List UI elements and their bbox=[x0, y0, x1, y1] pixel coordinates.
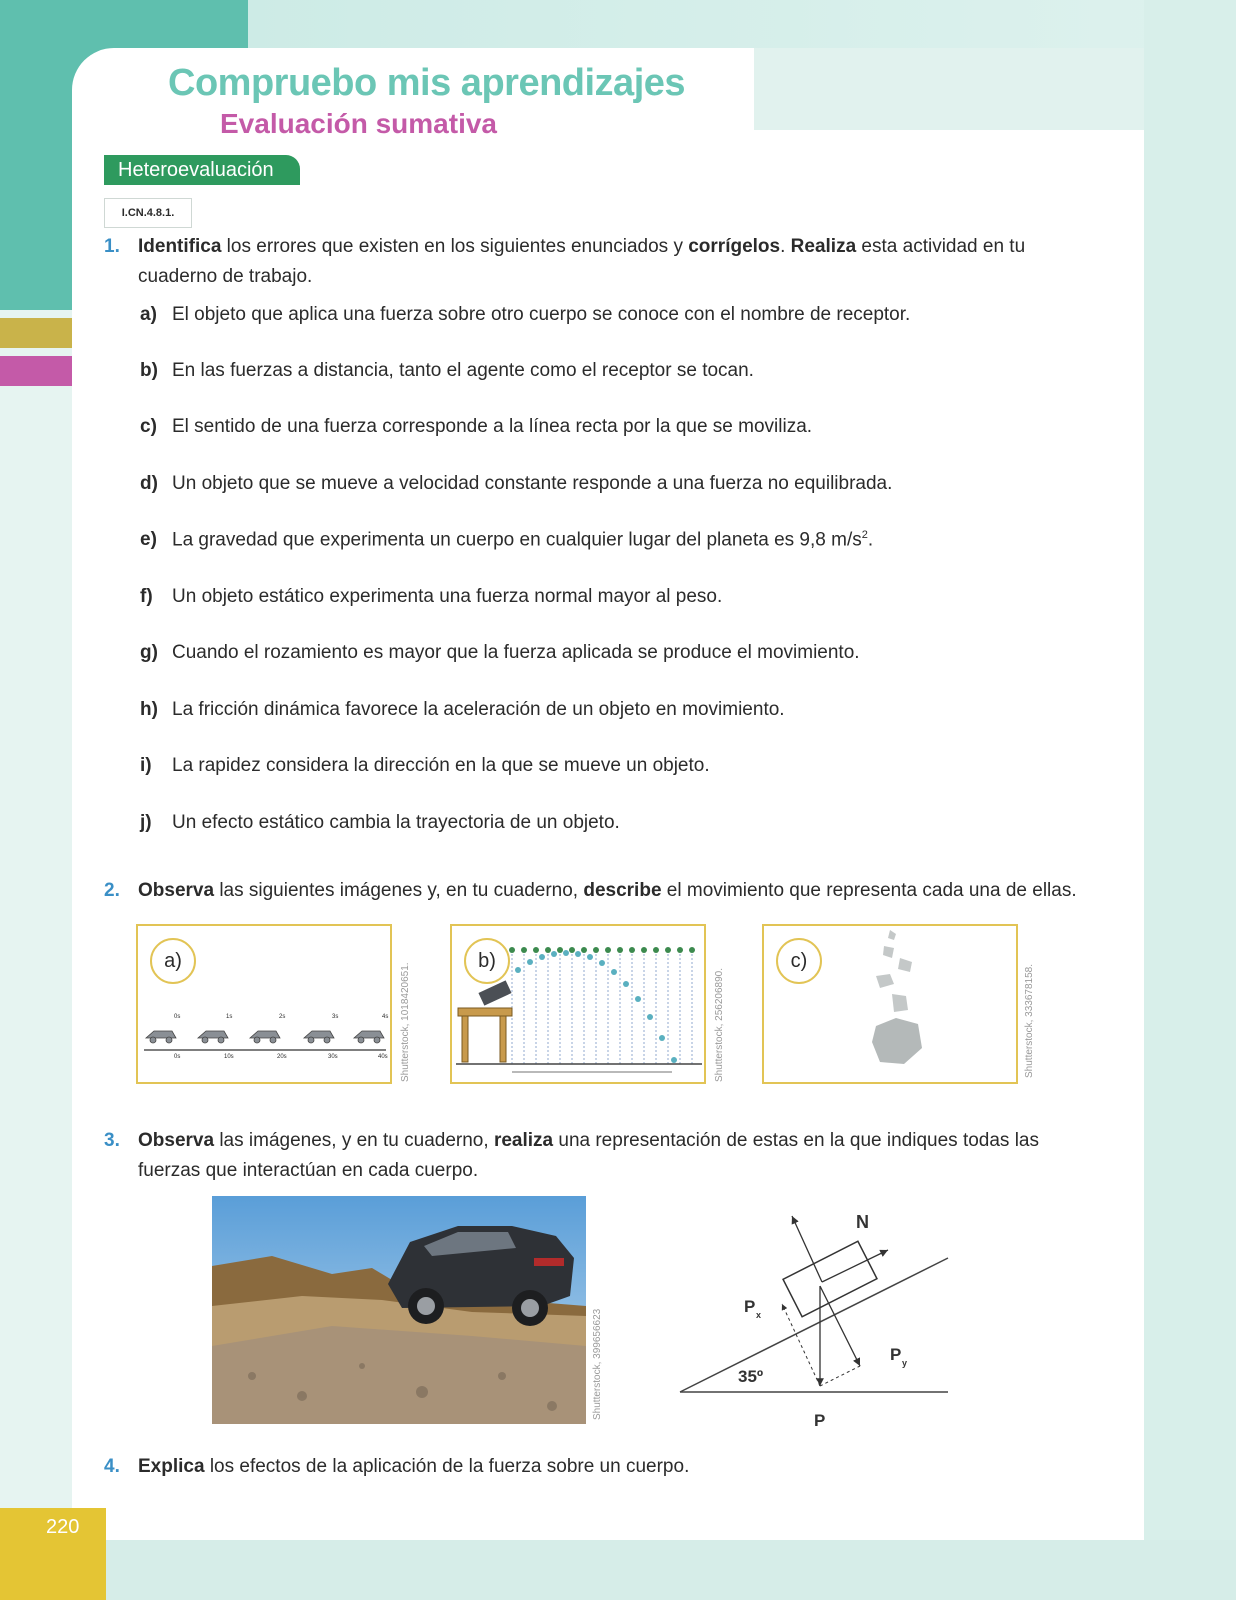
car-distance-label: 10s bbox=[224, 1054, 234, 1060]
item-text: El objeto que aplica una fuerza sobre otro cuerpo se conoce con el nombre de receptor. bbox=[172, 304, 911, 325]
py-subscript: y bbox=[902, 1358, 908, 1368]
question-1-text bbox=[138, 232, 1048, 292]
image-credit: Shutterstock, 1018420651. bbox=[400, 962, 411, 1082]
item-text: El sentido de una fuerza corresponde a la línea recta por la que se moviliza. bbox=[172, 416, 813, 437]
car-time-label: 1s bbox=[226, 1014, 233, 1020]
image-credit: Shutterstock, 399656623 bbox=[592, 1308, 603, 1420]
item-text: Un objeto que se mueve a velocidad constante responde a una fuerza no equilibrada. bbox=[172, 473, 893, 494]
photo-illustration bbox=[212, 1196, 586, 1424]
figure-b-projectile-motion bbox=[450, 924, 706, 1084]
figure-label: c) bbox=[776, 938, 822, 984]
q2-text-part: el movimiento que representa cada una de ellas. bbox=[661, 880, 1077, 901]
q1-verb-identifica: Identifica bbox=[138, 236, 222, 257]
q3-text-part: las imágenes, y en tu cuaderno, bbox=[214, 1130, 494, 1151]
list-item bbox=[140, 529, 873, 551]
question-4-text bbox=[138, 1452, 1038, 1482]
item-text: La fricción dinámica favorece la aceleración de un objeto en movimiento. bbox=[172, 699, 785, 720]
decorative-pink-tab bbox=[0, 356, 72, 386]
q4-verb-explica: Explica bbox=[138, 1456, 205, 1477]
q4-text-part: los efectos de la aplicación de la fuerza sobre un cuerpo. bbox=[204, 1456, 690, 1477]
q1-text-part: . bbox=[780, 236, 791, 257]
item-label: f) bbox=[140, 586, 153, 607]
px-force-label: P bbox=[744, 1297, 756, 1316]
figure-label: b) bbox=[464, 938, 510, 984]
list-item bbox=[140, 642, 860, 664]
suv-on-rocky-slope-photo bbox=[212, 1196, 586, 1424]
figure-a-uniform-motion bbox=[136, 924, 392, 1084]
item-label: h) bbox=[140, 699, 158, 720]
car-distance-label: 30s bbox=[328, 1054, 338, 1060]
figure-label: a) bbox=[150, 938, 196, 984]
car-time-label: 2s bbox=[279, 1014, 286, 1020]
decorative-bottom-band bbox=[0, 1540, 1236, 1600]
item-text: La rapidez considera la dirección en la que se mueve un objeto. bbox=[172, 755, 710, 776]
section-badge: Heteroevaluación bbox=[104, 155, 300, 185]
px-subscript: x bbox=[756, 1310, 762, 1320]
list-item bbox=[140, 304, 910, 326]
list-item bbox=[140, 360, 754, 382]
item-label: a) bbox=[140, 304, 157, 325]
py-force-label: P bbox=[890, 1345, 902, 1364]
list-item bbox=[140, 473, 892, 495]
item-label: e) bbox=[140, 529, 157, 551]
item-text-end: . bbox=[867, 529, 874, 551]
list-item bbox=[140, 755, 710, 777]
angle-label: 35º bbox=[738, 1367, 764, 1386]
page-number: 220 bbox=[46, 1516, 80, 1538]
question-2-number: 2. bbox=[104, 880, 120, 901]
page-title: Compruebo mis aprendizajes bbox=[168, 62, 686, 104]
car-distance-label: 40s bbox=[378, 1054, 388, 1060]
question-3-number: 3. bbox=[104, 1130, 120, 1151]
item-text: En las fuerzas a distancia, tanto el agente como el receptor se tocan. bbox=[172, 360, 754, 381]
question-3-text bbox=[138, 1126, 1048, 1186]
decorative-yellow-tab bbox=[0, 318, 72, 348]
q1-verb-realiza: Realiza bbox=[790, 236, 857, 257]
q3-text-part: una representación de estas en la que indiques todas las fuerzas que interactúan en cada cuerpo. bbox=[138, 1130, 1039, 1181]
item-text: Cuando el rozamiento es mayor que la fuerza aplicada se produce el movimiento. bbox=[172, 642, 860, 663]
car-distance-label: 0s bbox=[174, 1054, 181, 1060]
decorative-right-strip bbox=[1144, 0, 1236, 1600]
q3-verb-observa: Observa bbox=[138, 1130, 215, 1151]
decorative-left-strip bbox=[0, 310, 72, 1600]
q1-text-part: esta actividad en tu cuaderno de trabajo. bbox=[138, 236, 1026, 287]
q2-verb-observa: Observa bbox=[138, 880, 215, 901]
question-2-text bbox=[138, 876, 1077, 906]
weight-force-label: P bbox=[814, 1411, 826, 1430]
list-item bbox=[140, 586, 722, 608]
item-label: j) bbox=[140, 812, 152, 833]
item-label: d) bbox=[140, 473, 158, 494]
item-label: i) bbox=[140, 755, 152, 776]
q1-text-part: los errores que existen en los siguientes enunciados y bbox=[221, 236, 689, 257]
image-credit: Shutterstock, 333678158. bbox=[1024, 964, 1035, 1078]
list-item bbox=[140, 812, 620, 834]
question-1-number: 1. bbox=[104, 236, 120, 257]
car-time-label: 4s bbox=[382, 1014, 389, 1020]
decorative-card-corner bbox=[754, 48, 1144, 130]
item-label: c) bbox=[140, 416, 157, 437]
item-text: Un objeto estático experimenta una fuerza normal mayor al peso. bbox=[172, 586, 723, 607]
normal-force-label: N bbox=[856, 1212, 869, 1232]
item-label: g) bbox=[140, 642, 158, 663]
falling-rock-illustration bbox=[764, 926, 1016, 1082]
list-item bbox=[140, 699, 785, 721]
item-superscript: 2 bbox=[861, 529, 868, 541]
indicator-code: I.CN.4.8.1. bbox=[104, 198, 192, 228]
item-label: b) bbox=[140, 360, 158, 381]
q2-text-part: las siguientes imágenes y, en tu cuaderno, bbox=[214, 880, 584, 901]
inclined-plane-force-diagram bbox=[672, 1196, 972, 1446]
figure-c-free-fall bbox=[762, 924, 1018, 1084]
image-credit: Shutterstock, 256206890. bbox=[714, 968, 725, 1082]
list-item bbox=[140, 416, 812, 438]
car-distance-label: 20s bbox=[277, 1054, 287, 1060]
page-subtitle: Evaluación sumativa bbox=[220, 108, 498, 139]
car-time-label: 3s bbox=[332, 1014, 339, 1020]
q2-verb-describe: describe bbox=[583, 880, 662, 901]
car-time-label: 0s bbox=[174, 1014, 181, 1020]
q3-verb-realiza: realiza bbox=[493, 1130, 554, 1151]
item-text: Un efecto estático cambia la trayectoria de un objeto. bbox=[172, 812, 620, 833]
item-text: La gravedad que experimenta un cuerpo en cualquier lugar del planeta es 9,8 m/s bbox=[172, 529, 862, 551]
q1-verb-corrigelos: corrígelos bbox=[688, 236, 781, 257]
question-4-number: 4. bbox=[104, 1456, 120, 1477]
